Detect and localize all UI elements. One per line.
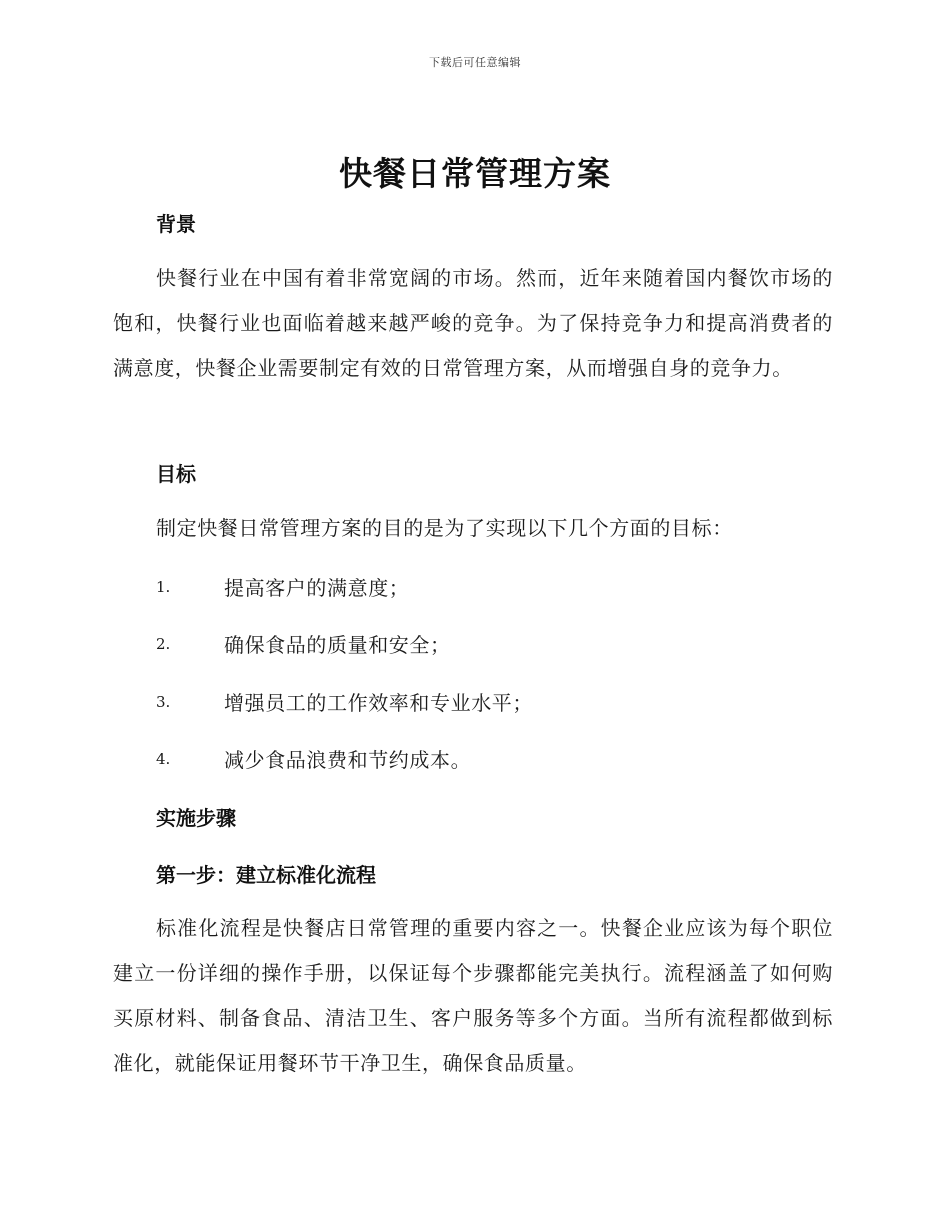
document-title: 快餐日常管理方案 xyxy=(339,154,611,193)
goal-list-item xyxy=(156,629,836,658)
list-number: 1. xyxy=(156,577,171,596)
section-heading-steps: 实施步骤 xyxy=(156,806,236,830)
list-item-text: 减少食品浪费和节约成本。 xyxy=(224,748,472,772)
goals-intro-paragraph: 制定快餐日常管理方案的目的是为了实现以下几个方面的目标： xyxy=(156,516,733,540)
background-paragraph: 快餐行业在中国有着非常宽阔的市场。然而，近年来随着国内餐饮市场的饱和，快餐行业也面临着越来越严峻的竞争。为了保持竞争力和提高消费者的满意度，快餐企业需要制定有效的日常管理方案，从而增强自身的竞争力。 xyxy=(113,266,833,380)
list-item-text: 提高客户的满意度； xyxy=(224,576,410,600)
list-number: 3. xyxy=(156,692,171,711)
list-item-text: 增强员工的工作效率和专业水平； xyxy=(224,691,533,715)
section-heading-goals: 目标 xyxy=(156,462,196,486)
goal-list-item xyxy=(156,687,836,716)
step1-heading: 第一步：建立标准化流程 xyxy=(156,863,376,887)
goal-list-item xyxy=(156,744,836,773)
goal-list-item xyxy=(156,572,836,601)
list-item-text: 确保食品的质量和安全； xyxy=(224,633,451,657)
list-number: 4. xyxy=(156,749,171,768)
section-heading-background: 背景 xyxy=(156,212,196,236)
list-number: 2. xyxy=(156,634,171,653)
step1-paragraph: 标准化流程是快餐店日常管理的重要内容之一。快餐企业应该为每个职位建立一份详细的操作手册，以保证每个步骤都能完美执行。流程涵盖了如何购买原材料、制备食品、清洁卫生、客户服务等多个方面。当所有流程都做到标准化，就能保证用餐环节干净卫生，确保食品质量。 xyxy=(113,916,833,1075)
page-header-note: 下载后可任意编辑 xyxy=(429,56,521,69)
